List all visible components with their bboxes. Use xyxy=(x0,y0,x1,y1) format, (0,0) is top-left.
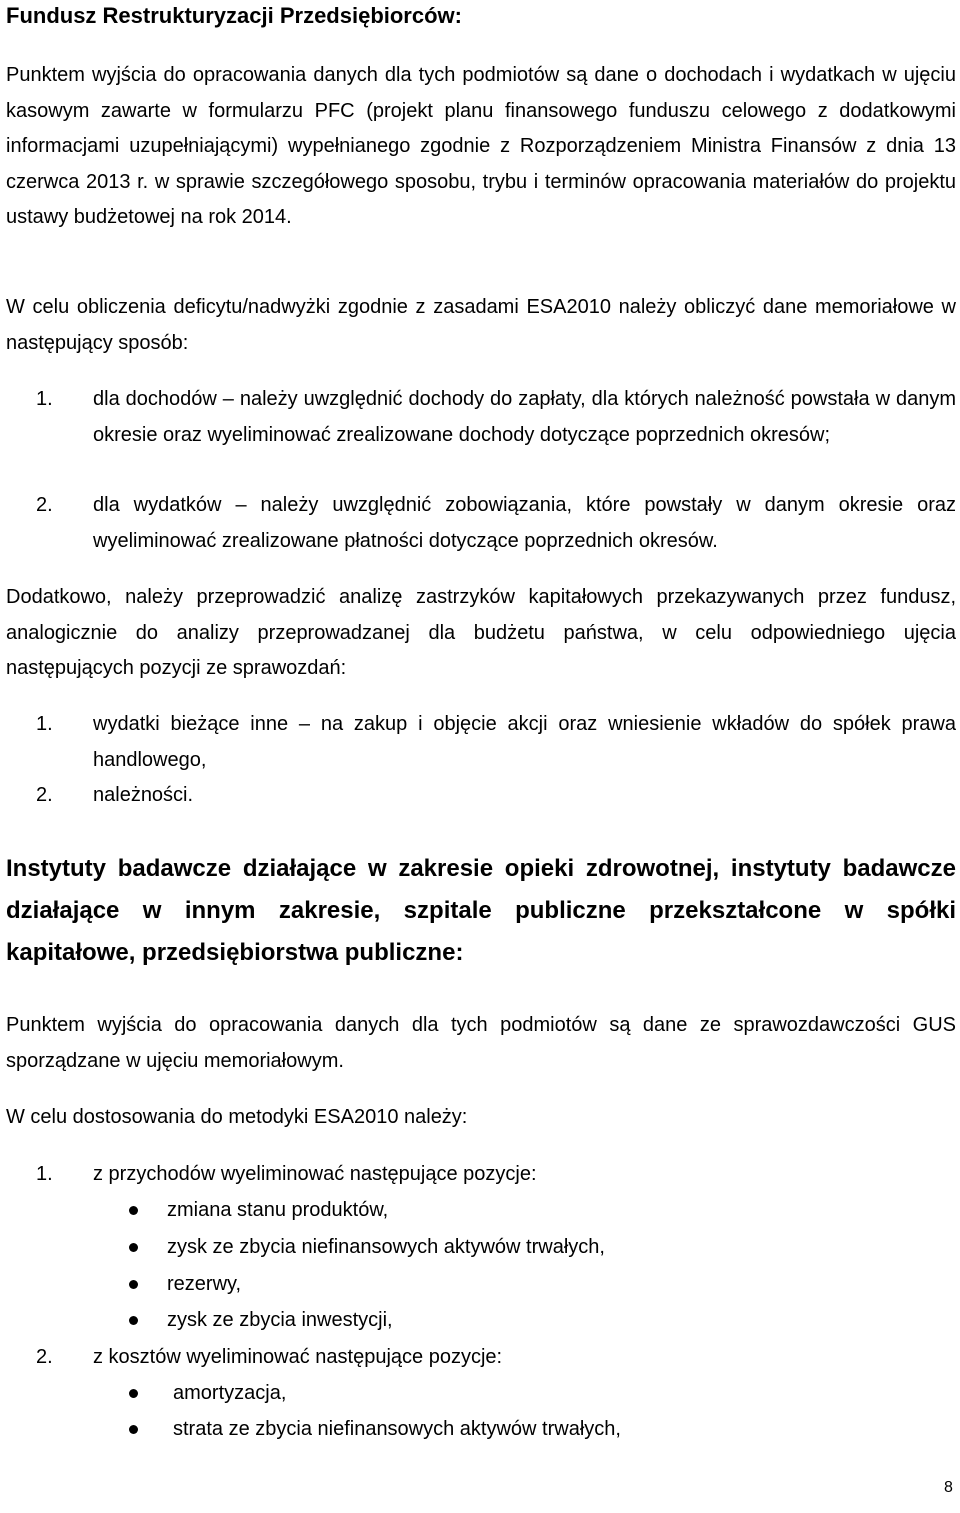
list-item-text: należności. xyxy=(93,784,194,806)
bullet-icon xyxy=(129,1316,138,1325)
bullet-text: rezerwy, xyxy=(167,1273,242,1295)
list-item-text: wydatki bieżące inne – na zakup i objęcie akcji oraz wniesienie wkładów do spółek prawa handlowego, xyxy=(93,713,956,771)
paragraph-esa-adjust: W celu dostosowania do metodyki ESA2010 należy: xyxy=(6,1106,468,1128)
bullet-text: strata ze zbycia niefinansowych aktywów trwałych, xyxy=(173,1418,621,1440)
bullet-text: zmiana stanu produktów, xyxy=(167,1199,389,1221)
paragraph-gus-source: Punktem wyjścia do opracowania danych dla tych podmiotów są dane ze sprawozdawczości GUS sporządzane w ujęciu memoriałowym. xyxy=(6,1014,956,1072)
list-item-text: z przychodów wyeliminować następujące pozycje: xyxy=(93,1163,537,1185)
bullet-item xyxy=(6,1303,956,1339)
paragraph-esa-deficit: W celu obliczenia deficytu/nadwyżki zgodnie z zasadami ESA2010 należy obliczyć dane memoriałowe w następujący sposób: xyxy=(6,296,956,354)
page-number: 8 xyxy=(944,1479,953,1496)
list-item-number: 2. xyxy=(36,494,53,516)
bullet-text: zysk ze zbycia inwestycji, xyxy=(167,1309,393,1331)
list-item-number: 1. xyxy=(36,1163,53,1185)
bullet-icon xyxy=(129,1389,138,1398)
bullet-icon xyxy=(129,1206,138,1215)
list-accrual-rules xyxy=(6,382,956,562)
bullet-icon xyxy=(129,1280,138,1289)
list-item-text: dla wydatków – należy uwzględnić zobowiązania, które powstały w danym okresie oraz wyeliminować zrealizowane płatności dotyczące poprzednich okresów. xyxy=(93,494,956,552)
bullet-text: zysk ze zbycia niefinansowych aktywów trwałych, xyxy=(167,1236,605,1258)
section-title-instytuty: Instytuty badawcze działające w zakresie opieki zdrowotnej, instytuty badawcze działające w innym zakresie, szpitale publiczne przekształcone w spółki kapitałowe, przedsiębiorstwa publiczne: xyxy=(6,855,956,966)
list-item-text: z kosztów wyeliminować następujące pozycje: xyxy=(93,1346,503,1368)
list-item-number: 2. xyxy=(36,1346,53,1368)
bullet-item xyxy=(6,1267,956,1303)
bullet-icon xyxy=(129,1425,138,1434)
paragraph-capital-injections: Dodatkowo, należy przeprowadzić analizę zastrzyków kapitałowych przekazywanych przez fundusz, analogicznie do analizy przeprowadzanej dla budżetu państwa, w celu odpowiedniego ujęcia następujących pozycji ze sprawozdań: xyxy=(6,586,956,679)
list-item-text: dla dochodów – należy uwzględnić dochody do zapłaty, dla których należność powstała w danym okresie oraz wyeliminować zrealizowane dochody dotyczące poprzednich okresów; xyxy=(93,388,956,446)
list-item-number: 1. xyxy=(36,388,53,410)
list-positions xyxy=(6,707,956,817)
bullet-item xyxy=(6,1376,956,1412)
list-item-number: 1. xyxy=(36,713,53,735)
bullet-item xyxy=(6,1193,956,1229)
section-title-fundusz: Fundusz Restrukturyzacji Przedsiębiorców: xyxy=(6,3,462,28)
paragraph-fundusz-source: Punktem wyjścia do opracowania danych dla tych podmiotów są dane o dochodach i wydatkach w ujęciu kasowym zawarte w formularzu PFC (projekt planu finansowego funduszu celowego z dodatkowymi informacjami uzupełniającymi) wypełnianego zgodnie z Rozporządzeniem Ministra Finansów z dnia 13 czerwca 2013 r. w sprawie szczegółowego sposobu, trybu i terminów opracowania materiałów do projektu ustawy budżetowej na rok 2014. xyxy=(6,64,956,228)
bullet-item xyxy=(6,1412,956,1448)
bullet-text: amortyzacja, xyxy=(173,1382,287,1404)
bullet-icon xyxy=(129,1243,138,1252)
list-eliminations xyxy=(6,1157,956,1457)
bullet-item xyxy=(6,1230,956,1266)
list-item-number: 2. xyxy=(36,784,53,806)
